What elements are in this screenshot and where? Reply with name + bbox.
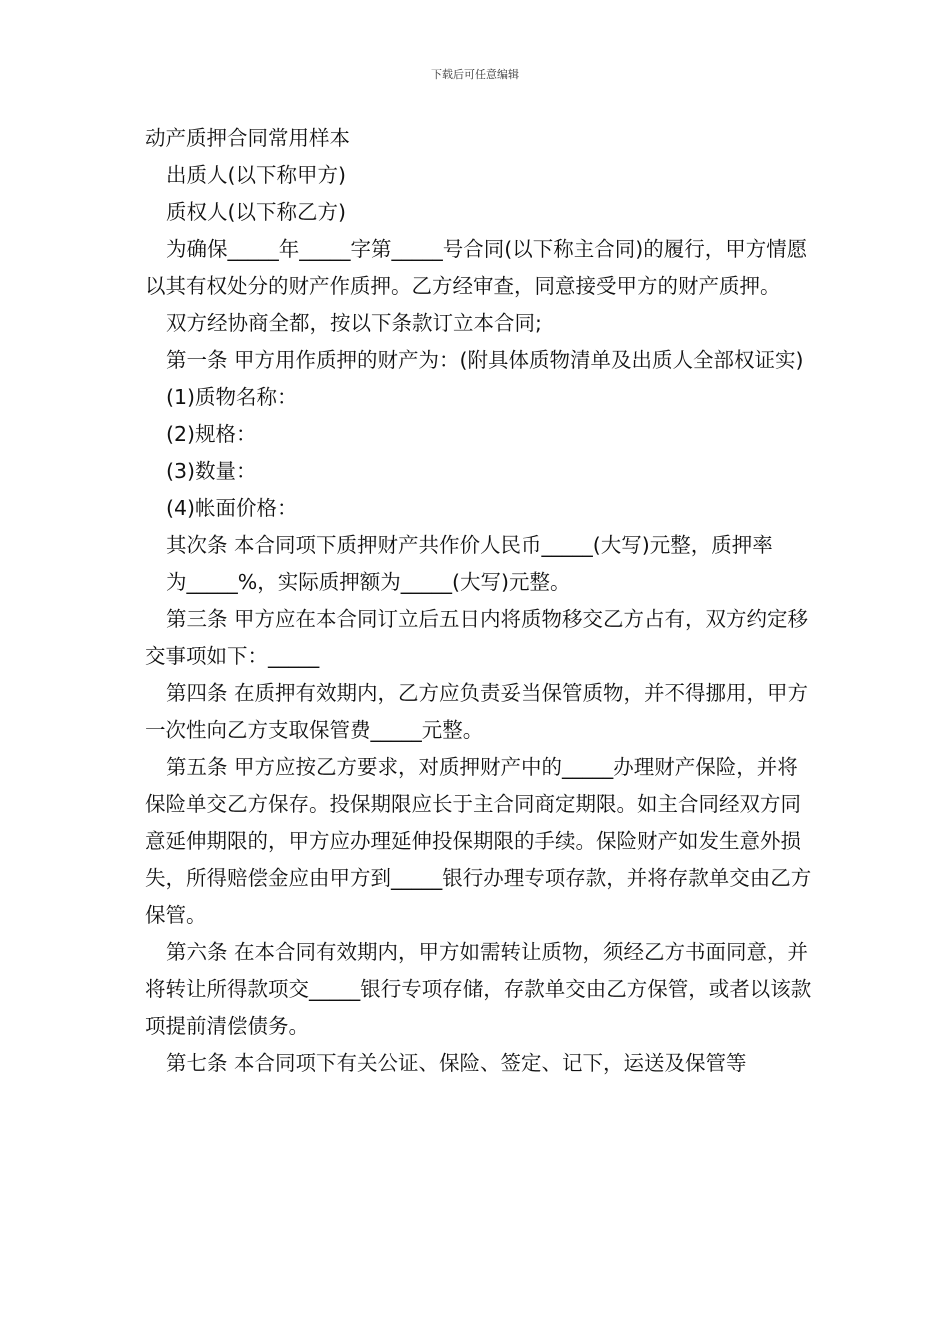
paragraph: 第一条 甲方用作质押的财产为：(附具体质物清单及出质人全部权证实) <box>166 348 804 372</box>
paragraph: 第四条 在质押有效期内，乙方应负责妥当保管质物，并不得挪用，甲方一次性向乙方支取保管费_____元整。 <box>145 681 809 742</box>
paragraph: 第五条 甲方应按乙方要求，对质押财产中的_____办理财产保险，并将保险单交乙方保存。投保期限应长于主合同商定期限。如主合同经双方同意延伸期限的，甲方应办理延伸投保期限的手续。保险财产如发生意外损失，所得赔偿金应由甲方到_____银行办理专项存款，并将存款单交由乙方保管。 <box>145 755 812 927</box>
document-title: 动产质押合同常用样本 <box>145 126 350 150</box>
paragraph: 质权人(以下称乙方) <box>166 200 346 224</box>
paragraph: 第六条 在本合同有效期内，甲方如需转让质物，须经乙方书面同意，并将转让所得款项交_____银行专项存储，存款单交由乙方保管，或者以该款项提前清偿债务。 <box>145 940 812 1038</box>
paragraph: 为确保_____年_____字第_____号合同(以下称主合同)的履行，甲方情愿以其有权处分的财产作质押。乙方经审查，同意接受甲方的财产质押。 <box>145 237 808 298</box>
document-body <box>145 120 817 1082</box>
paragraph: 第七条 本合同项下有关公证、保险、签定、记下，运送及保管等 <box>166 1051 747 1075</box>
paragraph: 出质人(以下称甲方) <box>166 163 346 187</box>
paragraph: 其次条 本合同项下质押财产共作价人民币_____(大写)元整，质押率 <box>166 533 773 557</box>
paragraph: 第三条 甲方应在本合同订立后五日内将质物移交乙方占有，双方约定移交事项如下：_____ <box>145 607 809 668</box>
paragraph: 双方经协商全都，按以下条款订立本合同; <box>166 311 542 335</box>
paragraph: 为_____%，实际质押额为_____(大写)元整。 <box>166 570 571 594</box>
page-header: 下载后可任意编辑 <box>431 68 519 81</box>
list-item: (4)帐面价格： <box>166 496 298 520</box>
list-item: (3)数量： <box>166 459 257 483</box>
list-item: (1)质物名称： <box>166 385 298 409</box>
list-item: (2)规格： <box>166 422 257 446</box>
